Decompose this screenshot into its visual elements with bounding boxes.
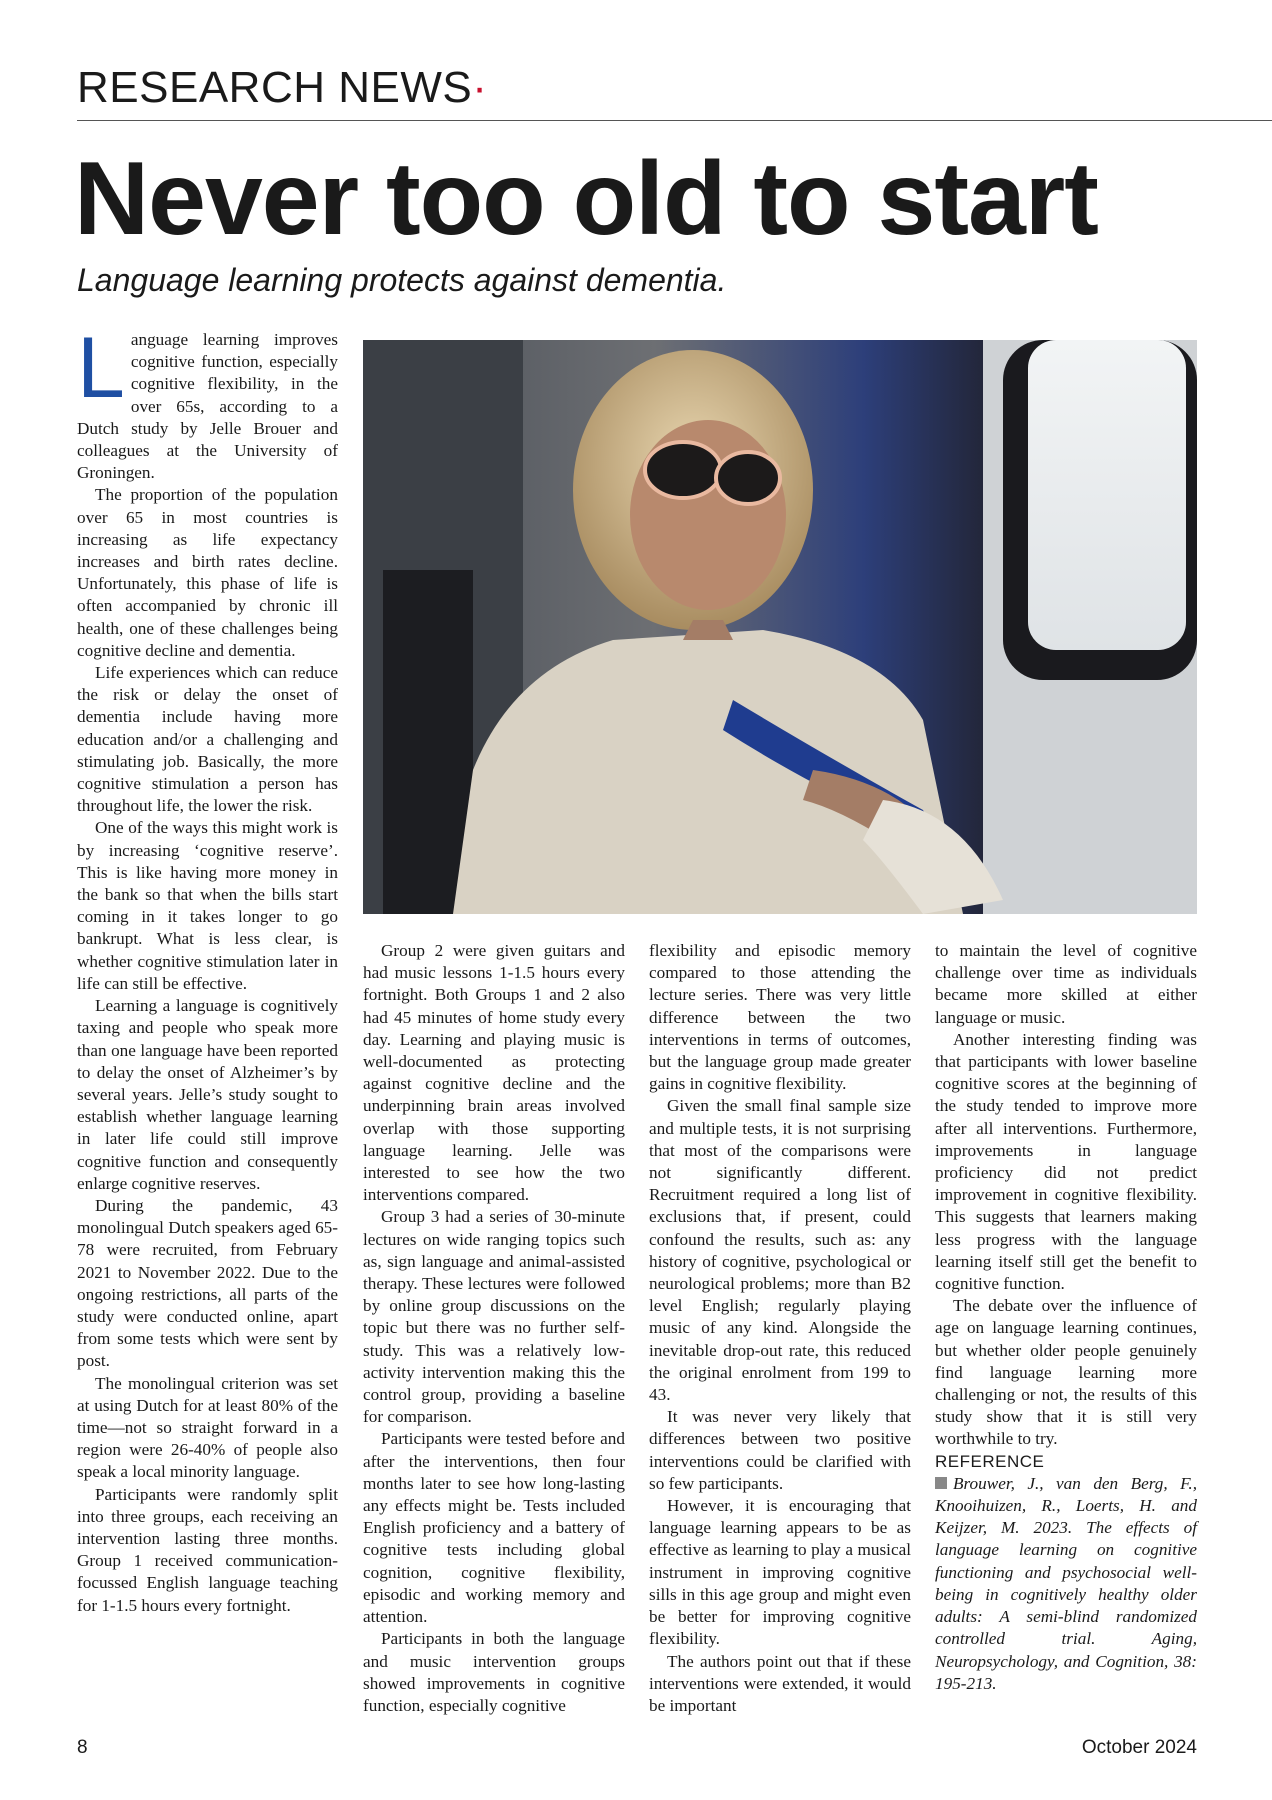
paragraph: It was never very likely that differences between two positive interventions could be clarified with so few participants. — [649, 1407, 911, 1493]
paragraph: The debate over the influence of age on language learning continues, but whether older people genuinely find language learning more challenging or not, the results of this study show that it is still very worthwhile to try. — [935, 1296, 1197, 1449]
paragraph: Participants were randomly split into three groups, each receiving an intervention lasting three months. Group 1 received communication-focussed English language teaching for 1-1.5 hours every fortnight. — [77, 1484, 338, 1615]
column-3 — [649, 940, 911, 1717]
column-2 — [363, 940, 625, 1717]
reference-heading: REFERENCE — [935, 1451, 1045, 1471]
paragraph: The monolingual criterion was set at using Dutch for at least 80% of the time—not so straight forward in a region were 26-40% of people also speak a local minority language. — [77, 1373, 338, 1482]
paragraph: Group 2 were given guitars and had music lessons 1-1.5 hours every fortnight. Both Groups 1 and 2 also had 45 minutes of home study every day. Learning and playing music is well-documented as protecting against cognitive decline and the underpinning brain areas involved overlap with those supporting language learning. Jelle was interested to see how the two interventions compared. — [363, 941, 625, 1205]
paragraph: Another interesting finding was that participants with lower baseline cognitive scores at the beginning of the study tended to improve more after all interventions. Furthermore, improvements in language proficiency did not predict improvement in cognitive flexibility. This suggests that learners making less progress with the language learning itself still get the benefit to cognitive function. — [935, 1029, 1197, 1294]
paragraph: to maintain the level of cognitive challenge over time as individuals became more skilled at either language or music. — [935, 941, 1197, 1027]
paragraph: flexibility and episodic memory compared to those attending the lecture series. There was very little difference between the two interventions in terms of outcomes, but the language group made greater gains in cognitive flexibility. — [649, 941, 911, 1094]
column-1 — [77, 320, 338, 1617]
subtitle: Language learning protects against dementia. — [77, 262, 727, 298]
reference-text: Brouwer, J., van den Berg, F., Knooihuizen, R., Loerts, H. and Keijzer, M. 2023. The effects of language learning on cognitive functioning and psychosocial well-being in cognitively healthy older adults: A semi-blind randomized controlled trial. Aging, Neuropsychology, and Cognition, 38: 195-213. — [935, 1473, 1197, 1693]
section-dot: · — [472, 63, 488, 112]
paragraph: Participants in both the language and music intervention groups showed improvements in cognitive function, especially cognitive — [363, 1629, 625, 1715]
paragraph: Given the small final sample size and multiple tests, it is not surprising that most of the comparisons were not significantly different. Recruitment required a long list of exclusions that, if present, could confound the results, such as: any history of cognitive, psychological or neurological problems; more than B2 level English; regularly playing music of any kind. Alongside the inevitable drop-out rate, this reduced the original enrolment from 199 to 43. — [649, 1096, 911, 1405]
column-4 — [935, 940, 1197, 1695]
paragraph: Language learning improves cognitive function, especially cognitive flexibility, in the over 65s, according to a Dutch study by Jelle Brouer and colleagues at the University of Groningen. — [77, 320, 338, 483]
paragraph: One of the ways this might work is by increasing ‘cognitive reserve’. This is like having more money in the bank so that when the bills start coming in it takes longer to go bankrupt. What is less clear, is whether cognitive stimulation later in life can still be effective. — [77, 818, 338, 993]
page-number: 8 — [77, 1737, 88, 1758]
paragraph: The proportion of the population over 65 in most countries is increasing as life expectancy increases and birth rates decline. Unfortunately, this phase of life is often accompanied by chronic ill health, one of these challenges being cognitive decline and dementia. — [77, 485, 338, 660]
issue-date: October 2024 — [1081, 1737, 1197, 1758]
paragraph: During the pandemic, 43 monolingual Dutch speakers aged 65-78 were recruited, from February 2021 to November 2022. Due to the ongoing restrictions, all parts of the study were conducted online, apart from some tests which were sent by post. — [77, 1195, 338, 1371]
headline: Never too old to start — [74, 141, 1098, 257]
bullet-square-icon — [935, 1477, 947, 1489]
header-rule — [77, 120, 1272, 121]
paragraph: The authors point out that if these interventions were extended, it would be important — [649, 1651, 911, 1715]
drop-cap: L — [77, 320, 125, 416]
paragraph: Group 3 had a series of 30-minute lectures on wide ranging topics such as, sign language and animal-assisted therapy. These lectures were followed by online group discussions on the topic but there was no further self-study. This was a relatively low-activity intervention making this the control group, providing a baseline for comparison. — [363, 1207, 625, 1427]
paragraph: Learning a language is cognitively taxing and people who speak more than one language have been reported to delay the onset of Alzheimer’s by several years. Jelle’s study sought to establish whether language learning in later life could still improve cognitive function and consequently enlarge cognitive reserves. — [77, 996, 338, 1193]
paragraph: Participants were tested before and after the interventions, then four months later to see how long-lasting any effects might be. Tests included English proficiency and a battery of cognitive tests including global cognition, cognitive flexibility, episodic and working memory and attention. — [363, 1429, 625, 1627]
section-label — [77, 63, 488, 112]
photo-older-woman-on-train — [363, 340, 1197, 914]
paragraph: Life experiences which can reduce the risk or delay the onset of dementia include having more education and/or a challenging and stimulating job. Basically, the more cognitive stimulation a person has throughout life, the lower the risk. — [77, 663, 338, 816]
section-title: RESEARCH NEWS — [77, 63, 473, 112]
paragraph: However, it is encouraging that language learning appears to be as effective as learning to play a musical instrument in improving cognitive sills in this age group and might even be better for improving cognitive flexibility. — [649, 1496, 911, 1649]
